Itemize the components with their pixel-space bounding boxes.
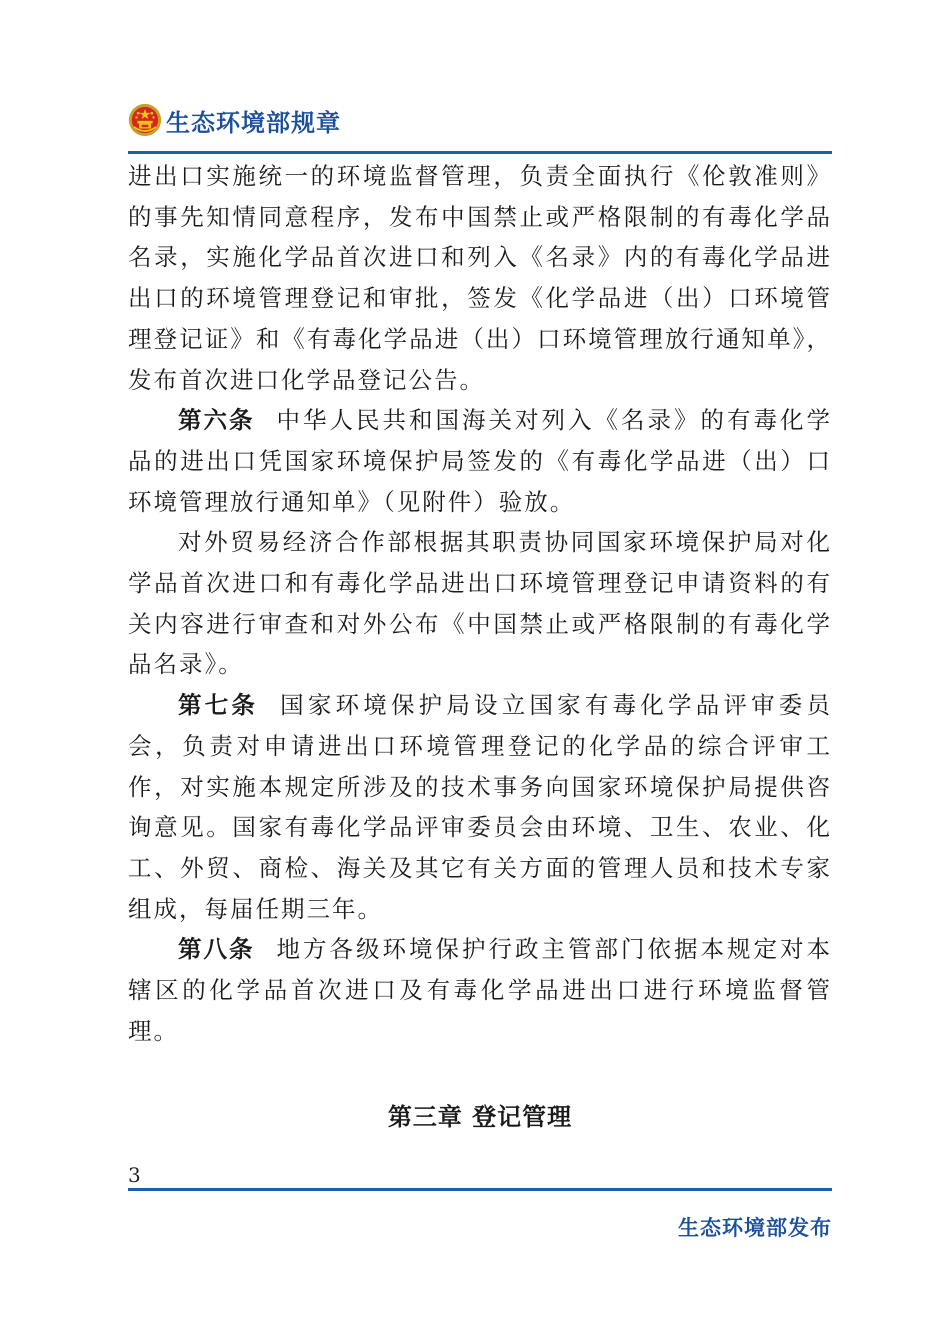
chapter-heading: 第三章 登记管理 [387,1103,573,1131]
paragraph-mofcom: 对外贸易经济合作部根据其职责协同国家环境保护局对化学品首次进口和有毒化学品进出口环境管理登记申请资料的有关内容进行审查和对外公布《中国禁止或严格限制的有毒化学品名录》。 [128,528,832,679]
footer-publisher: 生态环境部发布 [678,1216,832,1240]
article-7-label: 第七条 [178,691,259,720]
document-body [128,156,832,1051]
article-8-label: 第八条 [178,935,255,964]
page-header [128,96,341,144]
header-title: 生态环境部规章 [166,108,341,137]
article-8-text: 地方各级环境保护行政主管部门依据本规定对本辖区的化学品首次进口及有毒化学品进出口进行环境监督管理。 [128,935,832,1045]
national-emblem-icon [128,103,162,137]
article-8 [128,929,832,1051]
header-divider [128,151,832,154]
footer-divider [128,1188,832,1191]
article-7 [128,685,832,929]
article-7-text: 国家环境保护局设立国家有毒化学品评审委员会，负责对申请进出口环境管理登记的化学品的综合评审工作，对实施本规定所涉及的技术事务向国家环境保护局提供咨询意见。国家有毒化学品评审委员会由环境、卫生、农业、化工、外贸、商检、海关及其它有关方面的管理人员和技术专家组成，每届任期三年。 [128,691,833,923]
page-number: 3 [128,1163,141,1187]
article-6-text: 中华人民共和国海关对列入《名录》的有毒化学品的进出口凭国家环境保护局签发的《有毒化学品进（出）口环境管理放行通知单》（见附件）验放。 [128,406,832,516]
article-6-label: 第六条 [178,406,255,435]
article-6 [128,400,832,522]
paragraph-continued: 进出口实施统一的环境监督管理，负责全面执行《伦敦准则》的事先知情同意程序，发布中国禁止或严格限制的有毒化学品名录，实施化学品首次进口和列入《名录》内的有毒化学品进出口的环境管理登记和审批，签发《化学品进（出）口环境管理登记证》和《有毒化学品进（出）口环境管理放行通知单》，发布首次进口化学品登记公告。 [128,162,832,394]
